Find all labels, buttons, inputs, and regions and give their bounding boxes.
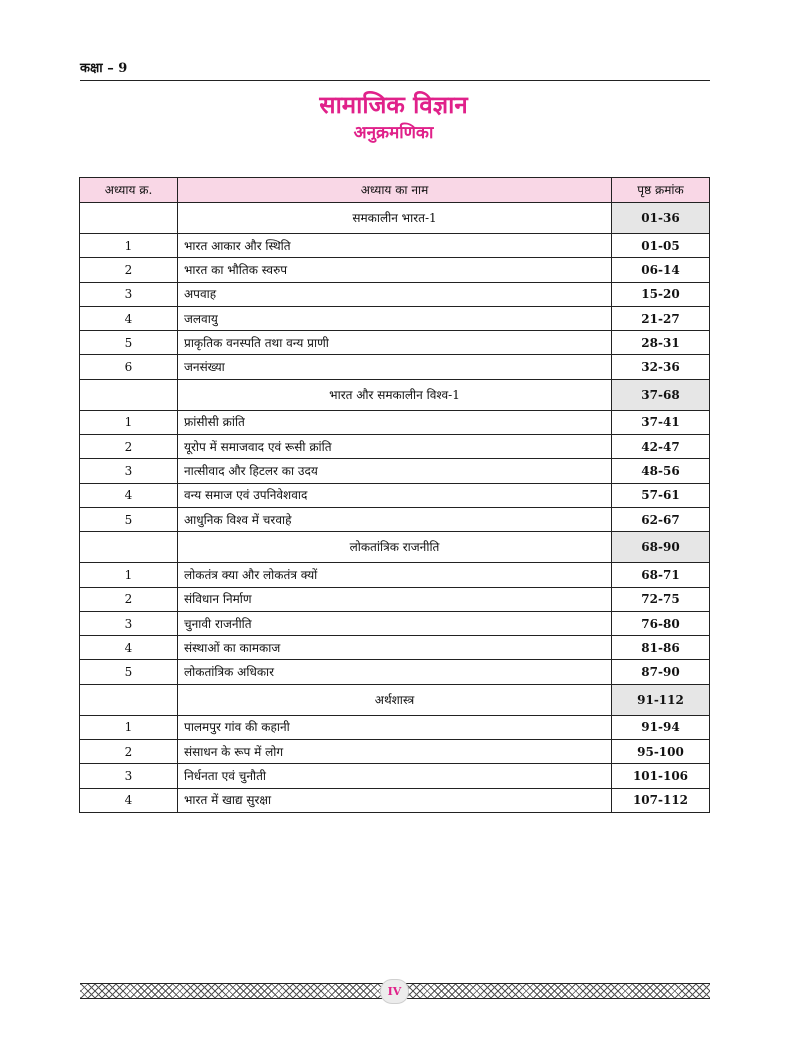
page-range: 06-14 (612, 258, 710, 282)
chapter-name: पालमपुर गांव की कहानी (178, 715, 612, 739)
section-chapter-name: भारत और समकालीन विश्व-1 (178, 379, 612, 410)
table-row (80, 740, 710, 764)
table-row (80, 587, 710, 611)
page-number: IV (380, 979, 409, 1004)
chapter-number: 5 (80, 507, 178, 531)
column-header-chapter-no: अध्याय क्र. (80, 178, 178, 203)
table-row (80, 611, 710, 635)
chapter-number: 2 (80, 740, 178, 764)
chapter-name: संस्थाओं का कामकाज (178, 636, 612, 660)
chapter-name: लोकतंत्र क्या और लोकतंत्र क्यों (178, 563, 612, 587)
chapter-name: प्राकृतिक वनस्पति तथा वन्य प्राणी (178, 331, 612, 355)
page-range: 72-75 (612, 587, 710, 611)
page-range: 101-106 (612, 764, 710, 788)
section-row (80, 379, 710, 410)
section-row (80, 684, 710, 715)
section-page-range: 01-36 (612, 203, 710, 234)
chapter-name: भारत आकार और स्थिति (178, 234, 612, 258)
page-range: 21-27 (612, 306, 710, 330)
table-row (80, 459, 710, 483)
table-row (80, 660, 710, 684)
table-row (80, 258, 710, 282)
table-row (80, 282, 710, 306)
chapter-number: 3 (80, 282, 178, 306)
section-chapter-name: समकालीन भारत-1 (178, 203, 612, 234)
chapter-number: 2 (80, 435, 178, 459)
chapter-name: फ्रांसीसी क्रांति (178, 410, 612, 434)
chapter-name: संविधान निर्माण (178, 587, 612, 611)
chapter-number: 4 (80, 306, 178, 330)
page-range: 48-56 (612, 459, 710, 483)
table-header-row (80, 178, 710, 203)
chapter-name: नात्सीवाद और हिटलर का उदय (178, 459, 612, 483)
chapter-number: 4 (80, 788, 178, 812)
table-row (80, 636, 710, 660)
page-range: 28-31 (612, 331, 710, 355)
chapter-number: 2 (80, 587, 178, 611)
section-chapter-name: लोकतांत्रिक राजनीति (178, 532, 612, 563)
chapter-number: 1 (80, 234, 178, 258)
chapter-number: 5 (80, 660, 178, 684)
chapter-name: वन्य समाज एवं उपनिवेशवाद (178, 483, 612, 507)
chapter-number: 3 (80, 764, 178, 788)
table-row (80, 788, 710, 812)
chapter-name: भारत में खाद्य सुरक्षा (178, 788, 612, 812)
chapter-name: संसाधन के रूप में लोग (178, 740, 612, 764)
header-divider (80, 80, 710, 81)
chapter-name: चुनावी राजनीति (178, 611, 612, 635)
chapter-number: 6 (80, 355, 178, 379)
chapter-name: आधुनिक विश्व में चरवाहे (178, 507, 612, 531)
chapter-number: 2 (80, 258, 178, 282)
table-row (80, 435, 710, 459)
section-chapter-number (80, 532, 178, 563)
page-range: 95-100 (612, 740, 710, 764)
table-row (80, 715, 710, 739)
column-header-page-no: पृष्ठ क्रमांक (612, 178, 710, 203)
page-range: 76-80 (612, 611, 710, 635)
table-row (80, 234, 710, 258)
contents-table (79, 177, 710, 813)
page-range: 15-20 (612, 282, 710, 306)
page-range: 107-112 (612, 788, 710, 812)
section-chapter-number (80, 684, 178, 715)
column-header-chapter-name: अध्याय का नाम (178, 178, 612, 203)
section-chapter-number (80, 379, 178, 410)
chapter-number: 1 (80, 410, 178, 434)
section-page-range: 91-112 (612, 684, 710, 715)
section-row (80, 203, 710, 234)
section-page-range: 37-68 (612, 379, 710, 410)
table-row (80, 331, 710, 355)
table-row (80, 355, 710, 379)
page-range: 32-36 (612, 355, 710, 379)
chapter-number: 1 (80, 715, 178, 739)
table-row (80, 764, 710, 788)
chapter-name: अपवाह (178, 282, 612, 306)
class-label: कक्षा – 9 (80, 61, 128, 76)
section-chapter-number (80, 203, 178, 234)
chapter-name: भारत का भौतिक स्वरुप (178, 258, 612, 282)
chapter-number: 1 (80, 563, 178, 587)
page-range: 68-71 (612, 563, 710, 587)
page-range: 42-47 (612, 435, 710, 459)
section-chapter-name: अर्थशास्त्र (178, 684, 612, 715)
table-row (80, 483, 710, 507)
page-range: 37-41 (612, 410, 710, 434)
table-row (80, 507, 710, 531)
page-range: 91-94 (612, 715, 710, 739)
page-range: 87-90 (612, 660, 710, 684)
chapter-number: 4 (80, 636, 178, 660)
page-subtitle: अनुक्रमणिका (353, 123, 434, 143)
chapter-name: लोकतांत्रिक अधिकार (178, 660, 612, 684)
chapter-number: 5 (80, 331, 178, 355)
page-range: 01-05 (612, 234, 710, 258)
page-range: 81-86 (612, 636, 710, 660)
chapter-name: जलवायु (178, 306, 612, 330)
chapter-name: जनसंख्या (178, 355, 612, 379)
section-row (80, 532, 710, 563)
page-title: सामाजिक विज्ञान (319, 91, 468, 119)
table-row (80, 563, 710, 587)
chapter-name: निर्धनता एवं चुनौती (178, 764, 612, 788)
chapter-name: यूरोप में समाजवाद एवं रूसी क्रांति (178, 435, 612, 459)
chapter-number: 3 (80, 459, 178, 483)
section-page-range: 68-90 (612, 532, 710, 563)
chapter-number: 3 (80, 611, 178, 635)
table-row (80, 306, 710, 330)
table-row (80, 410, 710, 434)
page-range: 57-61 (612, 483, 710, 507)
page-range: 62-67 (612, 507, 710, 531)
table-body (80, 203, 710, 813)
chapter-number: 4 (80, 483, 178, 507)
